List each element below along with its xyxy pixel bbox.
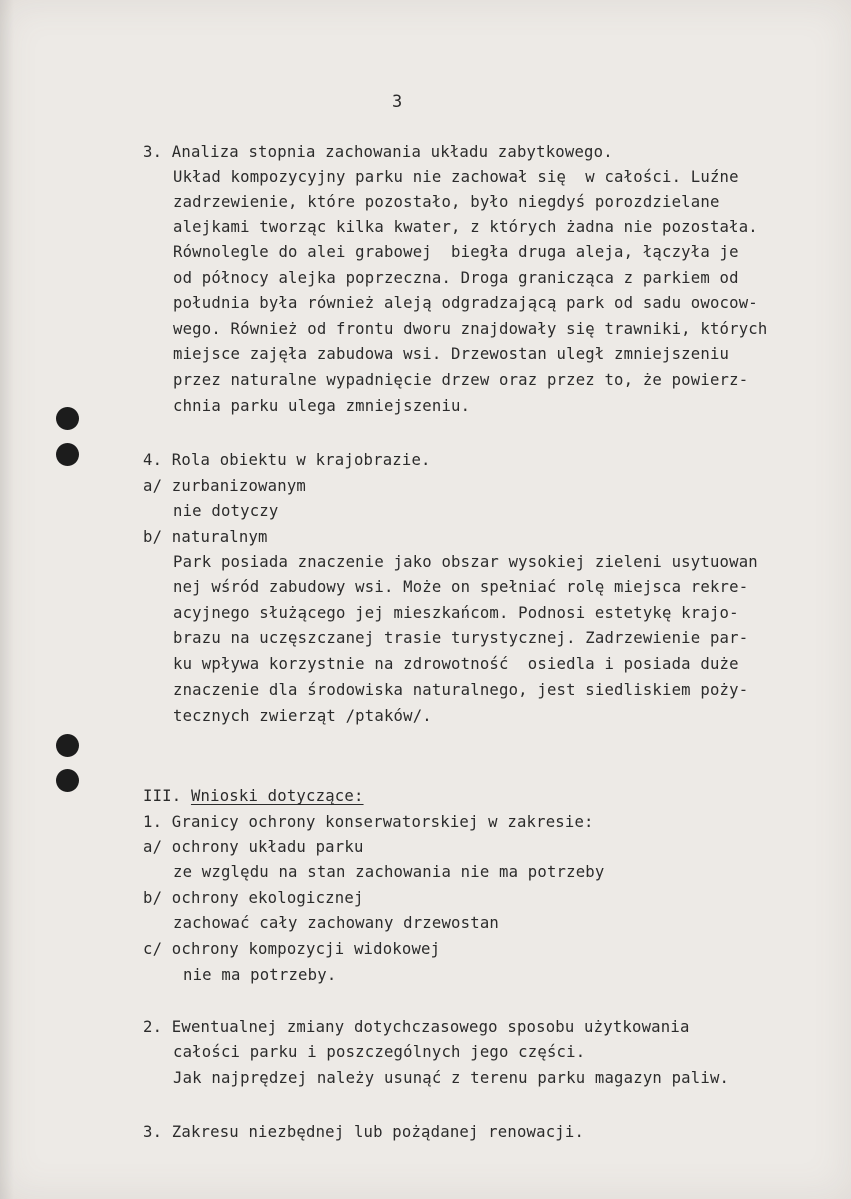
section-3-line: przez naturalne wypadnięcie drzew oraz przez to, że powierz-	[173, 371, 749, 389]
section-iii-item-1-b: b/ ochrony ekologicznej	[143, 889, 364, 907]
section-iii-item-1-a-text: ze względu na stan zachowania nie ma potrzeby	[173, 863, 605, 881]
section-iii-prefix: III.	[143, 787, 191, 805]
section-iii-item-2: 2. Ewentualnej zmiany dotychczasowego sposobu użytkowania	[143, 1018, 690, 1036]
section-4-line: ku wpływa korzystnie na zdrowotność osiedla i posiada duże	[173, 655, 739, 673]
section-4-line: nej wśród zabudowy wsi. Może on spełniać rolę miejsca rekre-	[173, 578, 749, 596]
section-4-line: Park posiada znaczenie jako obszar wysokiej zieleni usytuowan	[173, 553, 758, 571]
section-iii-item-1-c-text: nie ma potrzeby.	[183, 966, 337, 984]
section-3-line: Równolegle do alei grabowej biegła druga aleja, łączyła je	[173, 243, 739, 261]
punch-hole-icon	[56, 734, 79, 757]
section-3-line: zadrzewienie, które pozostało, było niegdyś porozdzielane	[173, 193, 720, 211]
section-iii-item-2-line: Jak najprędzej należy usunąć z terenu parku magazyn paliw.	[173, 1069, 730, 1087]
section-4-line: tecznych zwierząt /ptaków/.	[173, 707, 432, 725]
section-4-line: acyjnego służącego jej mieszkańcom. Podnosi estetykę krajo-	[173, 604, 739, 622]
section-4-a-label: a/ zurbanizowanym	[143, 477, 306, 495]
punch-hole-icon	[56, 407, 79, 430]
punch-hole-icon	[56, 769, 79, 792]
section-3-line: od północy alejka poprzeczna. Droga granicząca z parkiem od	[173, 269, 739, 287]
section-iii-item-1-c: c/ ochrony kompozycji widokowej	[143, 940, 441, 958]
section-iii-item-3: 3. Zakresu niezbędnej lub pożądanej renowacji.	[143, 1123, 585, 1141]
section-iii-item-1: 1. Granicy ochrony konserwatorskiej w zakresie:	[143, 813, 594, 831]
section-3-line: alejkami tworząc kilka kwater, z których żadna nie pozostała.	[173, 218, 758, 236]
section-3-line: miejsce zajęła zabudowa wsi. Drzewostan uległ zmniejszeniu	[173, 345, 730, 363]
section-3-line: południa była również aleją odgradzającą park od sadu owocow-	[173, 294, 758, 312]
section-4-b-label: b/ naturalnym	[143, 528, 268, 546]
section-iii-item-1-a: a/ ochrony układu parku	[143, 838, 364, 856]
page-edge-shadow	[0, 0, 14, 1199]
page-number: 3	[392, 92, 403, 112]
punch-hole-icon	[56, 443, 79, 466]
section-4-line: brazu na uczęszczanej trasie turystycznej. Zadrzewienie par-	[173, 629, 749, 647]
section-3-heading: 3. Analiza stopnia zachowania układu zabytkowego.	[143, 143, 613, 161]
section-iii-title: Wnioski dotyczące:	[190, 787, 364, 805]
section-4-line: znaczenie dla środowiska naturalnego, jest siedliskiem poży-	[173, 681, 749, 699]
section-3-line: wego. Również od frontu dworu znajdowały się trawniki, których	[173, 320, 768, 338]
section-4-a-text: nie dotyczy	[173, 502, 279, 520]
section-iii-heading	[143, 789, 364, 805]
section-3-line: chnia parku ulega zmniejszeniu.	[173, 397, 471, 415]
section-iii-item-1-b-text: zachować cały zachowany drzewostan	[173, 914, 499, 932]
section-3-line: Układ kompozycyjny parku nie zachował się w całości. Luźne	[173, 168, 739, 186]
section-4-heading: 4. Rola obiektu w krajobrazie.	[143, 451, 431, 469]
section-iii-item-2-line: całości parku i poszczególnych jego części.	[173, 1043, 586, 1061]
